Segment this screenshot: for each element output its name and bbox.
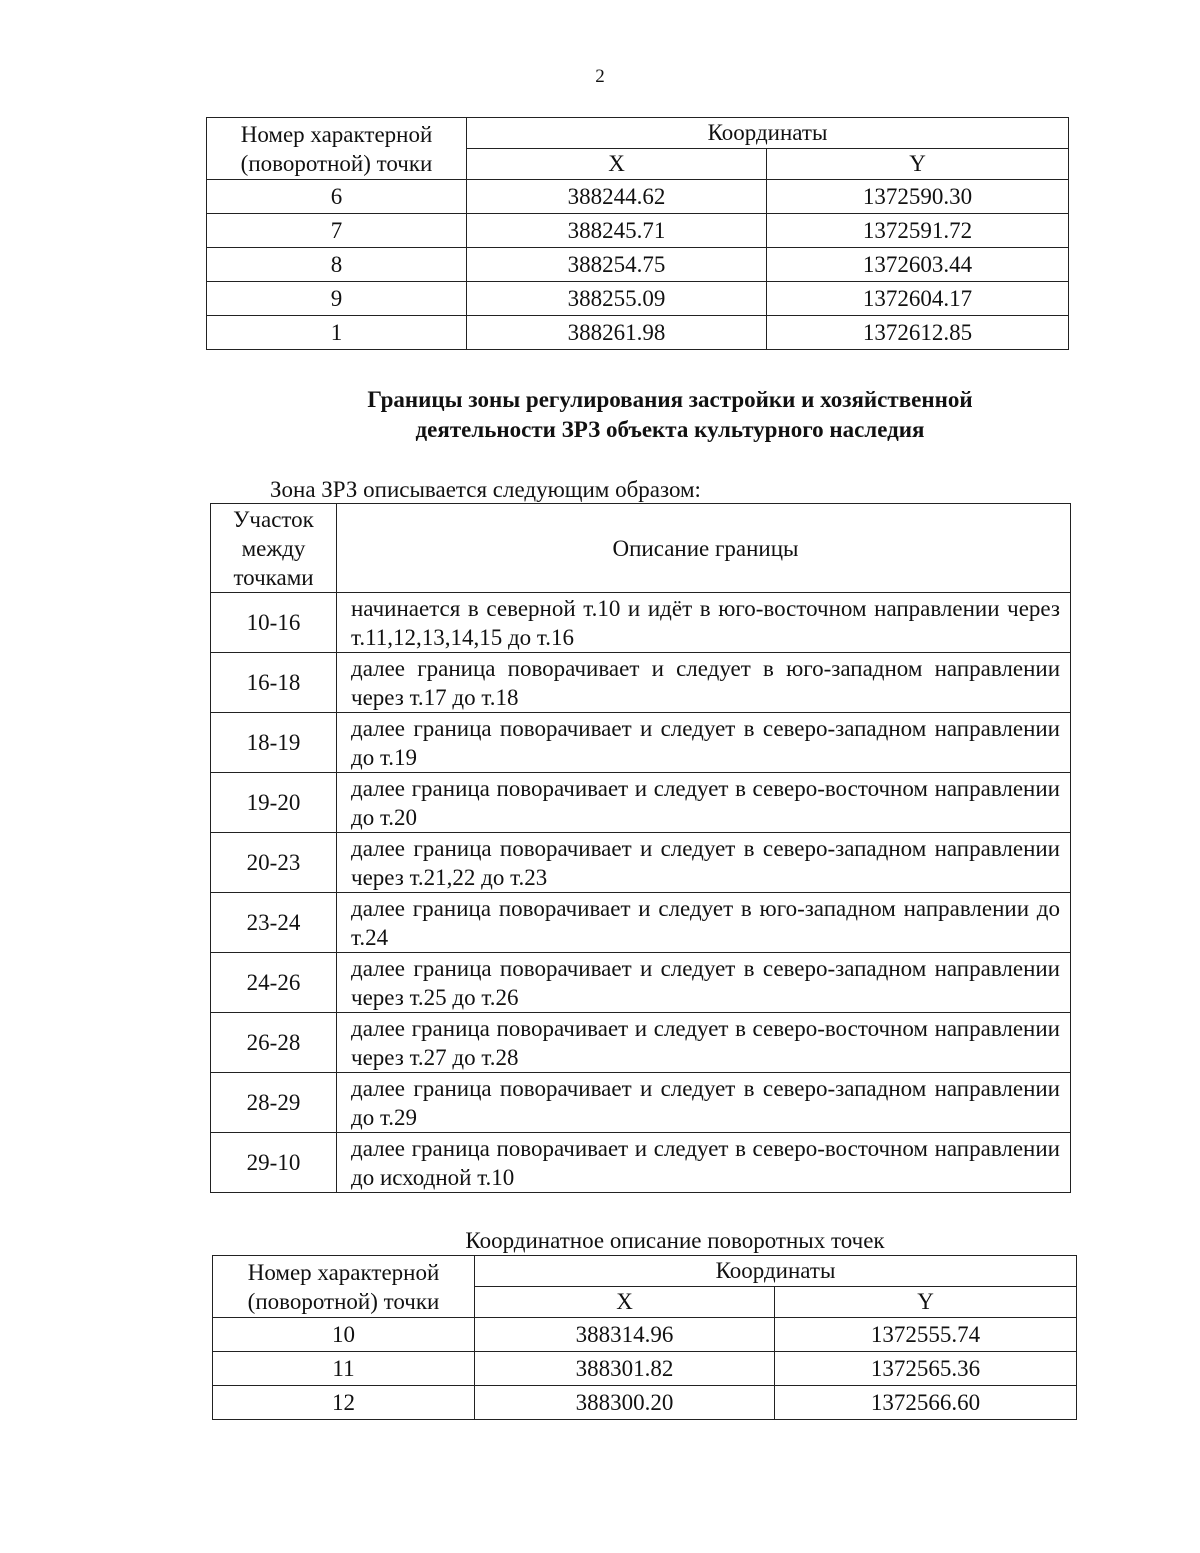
x-cell: 388255.09 [467, 282, 767, 316]
coordinates-caption: Координатное описание поворотных точек [465, 1228, 885, 1253]
description-cell: далее граница поворачивает и следует в юго-западном направлении до т.24 [337, 893, 1071, 953]
segment-cell: 24-26 [211, 953, 337, 1013]
table-row [207, 282, 1069, 316]
section-title-line-2: деятельности ЗРЗ объекта культурного наследия [415, 417, 925, 442]
description-cell: далее граница поворачивает и следует в северо-западном направлении до т.19 [337, 713, 1071, 773]
point-number-header: Номер характерной (поворотной) точки [213, 1256, 475, 1318]
point-cell: 9 [207, 282, 467, 316]
segment-cell: 23-24 [211, 893, 337, 953]
segment-cell: 19-20 [211, 773, 337, 833]
segment-cell: 26-28 [211, 1013, 337, 1073]
table-row [207, 214, 1069, 248]
table-row [213, 1386, 1077, 1420]
segment-cell: 29-10 [211, 1133, 337, 1193]
table-row [213, 1318, 1077, 1352]
table-row [211, 953, 1071, 1013]
table-row [207, 316, 1069, 350]
table-row [211, 1073, 1071, 1133]
description-cell: далее граница поворачивает и следует в северо-восточном направлении через т.27 до т.28 [337, 1013, 1071, 1073]
y-cell: 1372555.74 [775, 1318, 1077, 1352]
table-row [211, 893, 1071, 953]
coordinates-header: Координаты [475, 1256, 1077, 1287]
description-cell: далее граница поворачивает и следует в северо-западном направлении через т.25 до т.26 [337, 953, 1071, 1013]
y-cell: 1372566.60 [775, 1386, 1077, 1420]
description-cell: далее граница поворачивает и следует в северо-западном направлении до т.29 [337, 1073, 1071, 1133]
point-cell: 1 [207, 316, 467, 350]
table-row [207, 248, 1069, 282]
section-title-line-1: Границы зоны регулирования застройки и хозяйственной [367, 387, 973, 412]
boundary-description-table [210, 503, 1071, 1193]
y-cell: 1372565.36 [775, 1352, 1077, 1386]
y-header: Y [775, 1287, 1077, 1318]
y-header: Y [767, 149, 1069, 180]
description-header: Описание границы [337, 504, 1071, 593]
y-cell: 1372591.72 [767, 214, 1069, 248]
segment-header: Участок между точками [211, 504, 337, 593]
y-cell: 1372590.30 [767, 180, 1069, 214]
description-cell: далее граница поворачивает и следует в юго-западном направлении через т.17 до т.18 [337, 653, 1071, 713]
segment-cell: 28-29 [211, 1073, 337, 1133]
x-cell: 388244.62 [467, 180, 767, 214]
segment-cell: 18-19 [211, 713, 337, 773]
description-cell: далее граница поворачивает и следует в северо-восточном направлении до т.20 [337, 773, 1071, 833]
y-cell: 1372604.17 [767, 282, 1069, 316]
point-cell: 11 [213, 1352, 475, 1386]
point-number-header: Номер характерной (поворотной) точки [207, 118, 467, 180]
segment-cell: 10-16 [211, 593, 337, 653]
coordinates-table-2 [212, 1255, 1077, 1420]
section-title [230, 385, 1110, 445]
table-row [213, 1352, 1077, 1386]
x-cell: 388300.20 [475, 1386, 775, 1420]
x-cell: 388301.82 [475, 1352, 775, 1386]
description-cell: далее граница поворачивает и следует в северо-восточном направлении до исходной т.10 [337, 1133, 1071, 1193]
y-cell: 1372612.85 [767, 316, 1069, 350]
y-cell: 1372603.44 [767, 248, 1069, 282]
coordinates-header: Координаты [467, 118, 1069, 149]
x-cell: 388254.75 [467, 248, 767, 282]
table-row [207, 180, 1069, 214]
x-cell: 388245.71 [467, 214, 767, 248]
point-cell: 12 [213, 1386, 475, 1420]
point-cell: 7 [207, 214, 467, 248]
segment-cell: 20-23 [211, 833, 337, 893]
description-cell: далее граница поворачивает и следует в северо-западном направлении через т.21,22 до т.23 [337, 833, 1071, 893]
segment-cell: 16-18 [211, 653, 337, 713]
coordinates-table-1 [206, 117, 1069, 350]
table-row [211, 593, 1071, 653]
page-number: 2 [595, 66, 605, 87]
table-row [211, 713, 1071, 773]
point-cell: 10 [213, 1318, 475, 1352]
table-row [211, 833, 1071, 893]
table-row [211, 653, 1071, 713]
table-row [211, 1013, 1071, 1073]
table-row [211, 773, 1071, 833]
point-cell: 8 [207, 248, 467, 282]
intro-text: Зона ЗРЗ описывается следующим образом: [270, 477, 701, 502]
point-cell: 6 [207, 180, 467, 214]
x-cell: 388261.98 [467, 316, 767, 350]
description-cell: начинается в северной т.10 и идёт в юго-восточном направлении через т.11,12,13,14,15 до т.16 [337, 593, 1071, 653]
table-row [211, 1133, 1071, 1193]
x-header: X [475, 1287, 775, 1318]
x-header: X [467, 149, 767, 180]
x-cell: 388314.96 [475, 1318, 775, 1352]
